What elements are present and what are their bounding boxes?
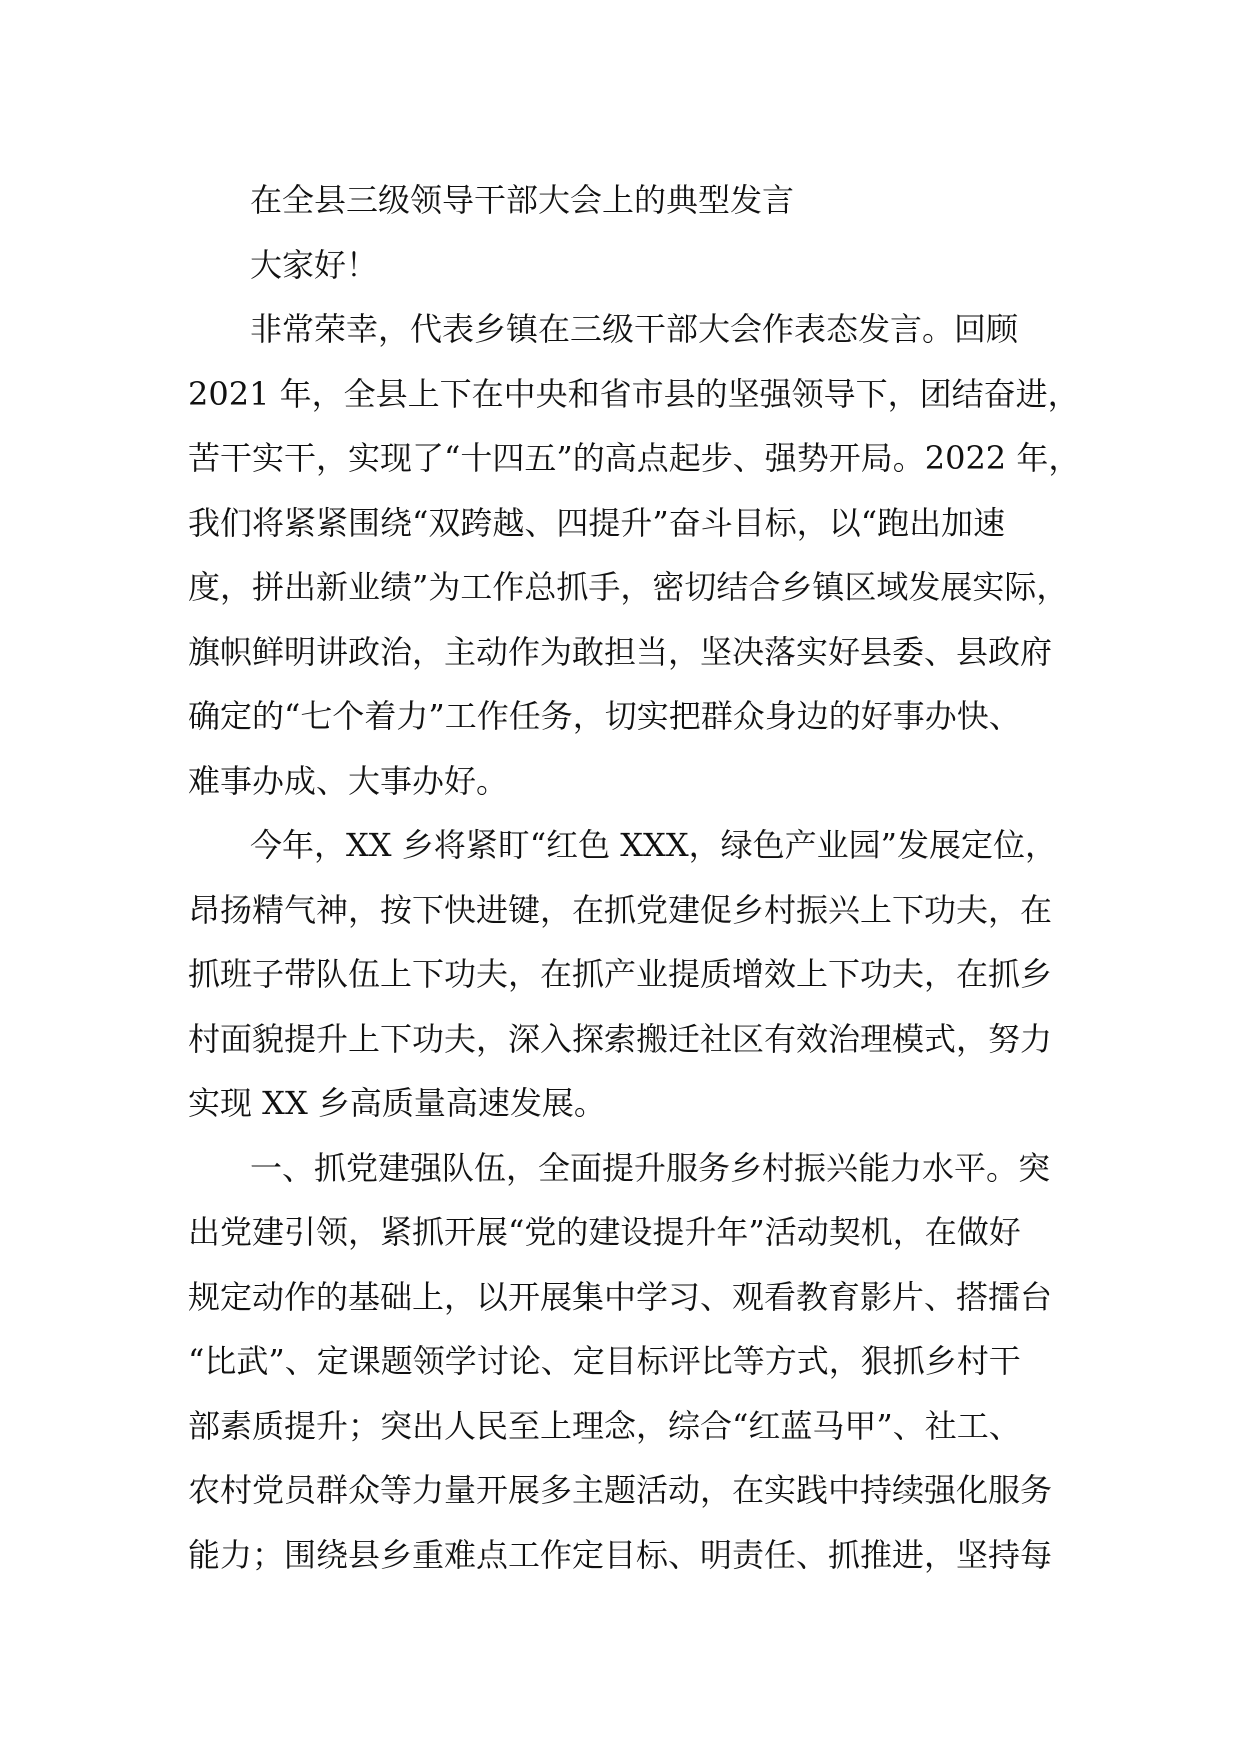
greeting: 大家好！ xyxy=(250,245,379,284)
paragraph-line: 农村党员群众等力量开展多主题活动，在实践中持续强化服务 xyxy=(188,1471,1053,1509)
paragraph-line: 昂扬精气神，按下快进键，在抓党建促乡村振兴上下功夫，在 xyxy=(188,890,1053,929)
paragraph-line: 能力；围绕县乡重难点工作定目标、明责任、抓推进，坚持每 xyxy=(188,1535,1053,1574)
paragraph-line: 2021 年，全县上下在中央和省市县的坚强领导下，团结奋进， xyxy=(188,374,1080,413)
paragraph-line: “比武”、定课题领学讨论、定目标评比等方式，狠抓乡村干 xyxy=(188,1342,1021,1380)
paragraph-line: 出党建引领，紧抓开展“党的建设提升年”活动契机，在做好 xyxy=(188,1213,1021,1251)
paragraph-line: 今年，XX 乡将紧盯“红色 XXX，绿色产业园”发展定位， xyxy=(250,826,1057,864)
paragraph-line: 村面貌提升上下功夫，深入探索搬迁社区有效治理模式，努力 xyxy=(188,1019,1053,1058)
paragraph-line: 抓班子带队伍上下功夫，在抓产业提质增效上下功夫，在抓乡 xyxy=(188,955,1053,993)
document-body xyxy=(188,168,1088,1587)
document-title: 在全县三级领导干部大会上的典型发言 xyxy=(250,181,795,219)
paragraph-3 xyxy=(188,1136,1088,1588)
paragraph-line: 确定的“七个着力”工作任务，切实把群众身边的好事办快、 xyxy=(188,697,1021,735)
paragraph-line: 非常荣幸，代表乡镇在三级干部大会作表态发言。回顾 xyxy=(250,310,1019,348)
paragraph-1 xyxy=(188,297,1088,813)
paragraph-line: 我们将紧紧围绕“双跨越、四提升”奋斗目标，以“跑出加速 xyxy=(188,503,1006,542)
paragraph-line: 苦干实干，实现了“十四五”的高点起步、强势开局。2022 年， xyxy=(188,439,1081,477)
paragraph-line: 难事办成、大事办好。 xyxy=(188,761,509,800)
paragraph-line: 度，拼出新业绩”为工作总抓手，密切结合乡镇区域发展实际， xyxy=(188,568,1069,606)
paragraph-line: 实现 XX 乡高质量高速发展。 xyxy=(188,1084,606,1122)
paragraph-line: 一、抓党建强队伍，全面提升服务乡村振兴能力水平。突 xyxy=(250,1148,1051,1187)
paragraph-line: 规定动作的基础上，以开展集中学习、观看教育影片、搭擂台 xyxy=(188,1277,1053,1316)
paragraph-line: 旗帜鲜明讲政治，主动作为敢担当，坚决落实好县委、县政府 xyxy=(188,632,1053,671)
paragraph-line: 部素质提升；突出人民至上理念，综合“红蓝马甲”、社工、 xyxy=(188,1406,1021,1445)
paragraph-2 xyxy=(188,813,1088,1136)
